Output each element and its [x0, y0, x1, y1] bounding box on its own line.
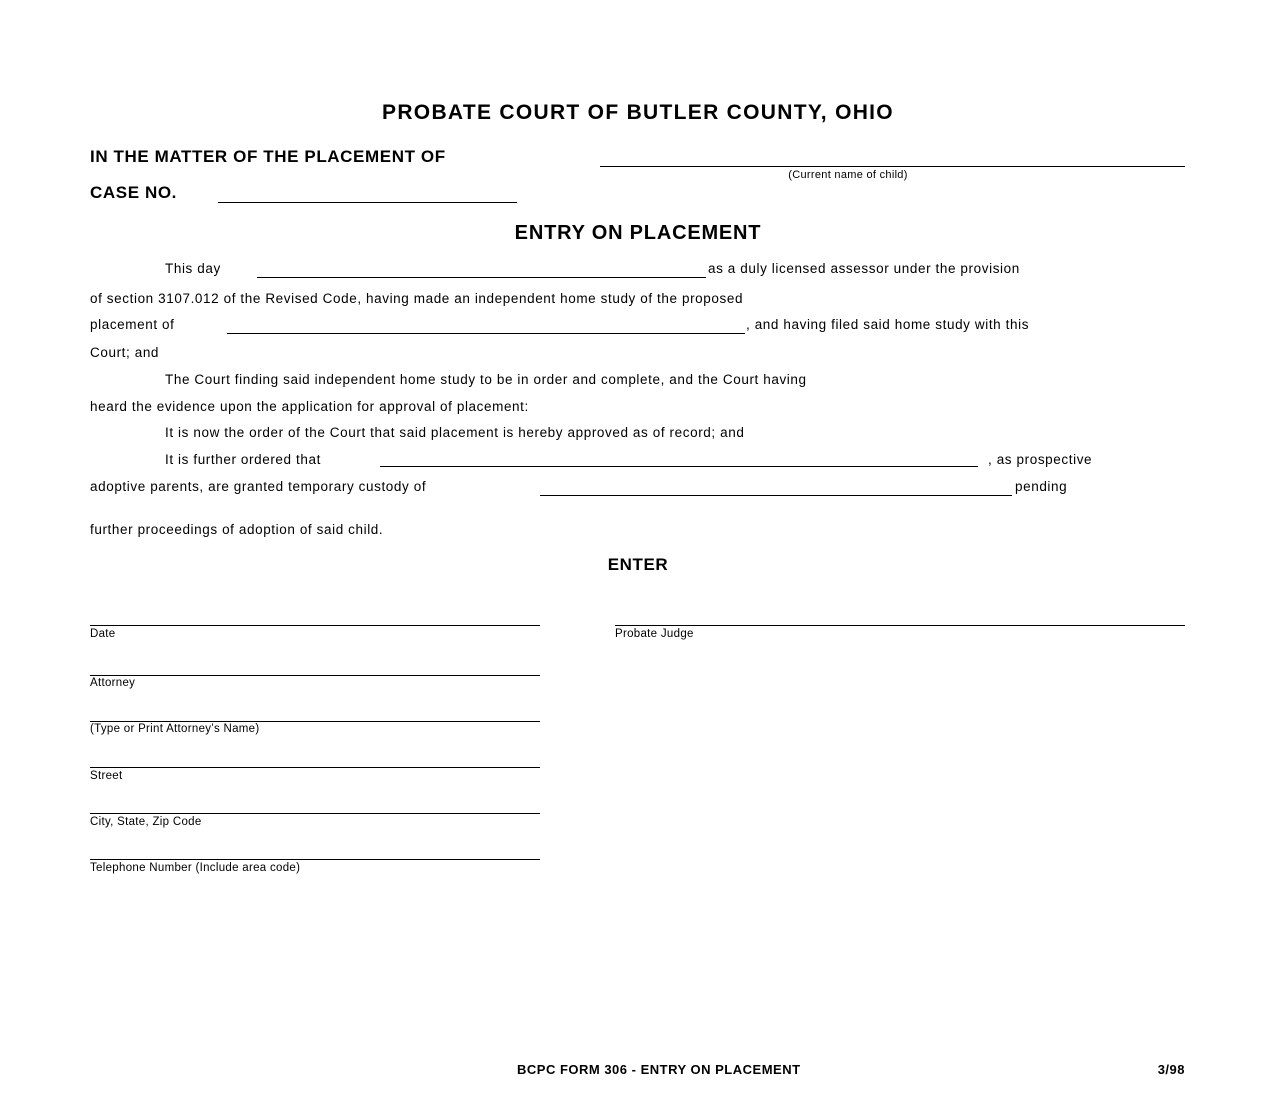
body-text: heard the evidence upon the application for approval of placement:	[90, 399, 529, 414]
city-field[interactable]	[90, 813, 540, 814]
date-field[interactable]	[90, 625, 540, 626]
footer-form-name: BCPC FORM 306 - ENTRY ON PLACEMENT	[517, 1062, 801, 1077]
child-custody-field[interactable]	[540, 495, 1012, 496]
child-name-caption: (Current name of child)	[788, 169, 908, 181]
body-text: placement of	[90, 317, 175, 332]
body-text: It is further ordered that	[165, 452, 321, 467]
body-text: as a duly licensed assessor under the provision	[708, 261, 1020, 276]
body-text: pending	[1015, 479, 1068, 494]
enter-label: ENTER	[607, 555, 669, 574]
form-title: ENTRY ON PLACEMENT	[514, 222, 762, 244]
body-text: further proceedings of adoption of said child.	[90, 522, 384, 537]
body-text: of section 3107.012 of the Revised Code, having made an independent home study of the proposed	[90, 291, 744, 306]
body-text: , and having filed said home study with this	[746, 317, 1030, 332]
child-name-field[interactable]	[600, 166, 1185, 167]
body-text: This day	[165, 261, 221, 276]
judge-signature-field[interactable]	[615, 625, 1185, 626]
footer-revision: 3/98	[1157, 1062, 1185, 1077]
date-label: Date	[90, 628, 116, 640]
body-text: Court; and	[90, 345, 160, 360]
matter-label: IN THE MATTER OF THE PLACEMENT OF	[90, 147, 446, 166]
body-text: adoptive parents, are granted temporary custody of	[90, 479, 427, 494]
assessor-field[interactable]	[257, 277, 706, 278]
case-no-field[interactable]	[218, 202, 517, 203]
attorney-label: Attorney	[90, 677, 136, 689]
attorney-name-field[interactable]	[90, 721, 540, 722]
attorney-name-label: (Type or Print Attorney’s Name)	[90, 723, 260, 735]
prospective-parents-field[interactable]	[380, 466, 978, 467]
attorney-field[interactable]	[90, 675, 540, 676]
court-title: PROBATE COURT OF BUTLER COUNTY, OHIO	[382, 101, 894, 124]
phone-field[interactable]	[90, 859, 540, 860]
street-label: Street	[90, 770, 123, 782]
street-field[interactable]	[90, 767, 540, 768]
phone-label: Telephone Number (Include area code)	[90, 862, 301, 874]
body-text: , as prospective	[988, 452, 1093, 467]
case-no-label: CASE NO.	[90, 183, 177, 202]
city-label: City, State, Zip Code	[90, 816, 202, 828]
body-text: It is now the order of the Court that said placement is hereby approved as of record; and	[165, 425, 745, 440]
placement-field[interactable]	[227, 333, 745, 334]
judge-label: Probate Judge	[615, 628, 694, 640]
body-text: The Court finding said independent home study to be in order and complete, and the Court having	[165, 372, 807, 387]
